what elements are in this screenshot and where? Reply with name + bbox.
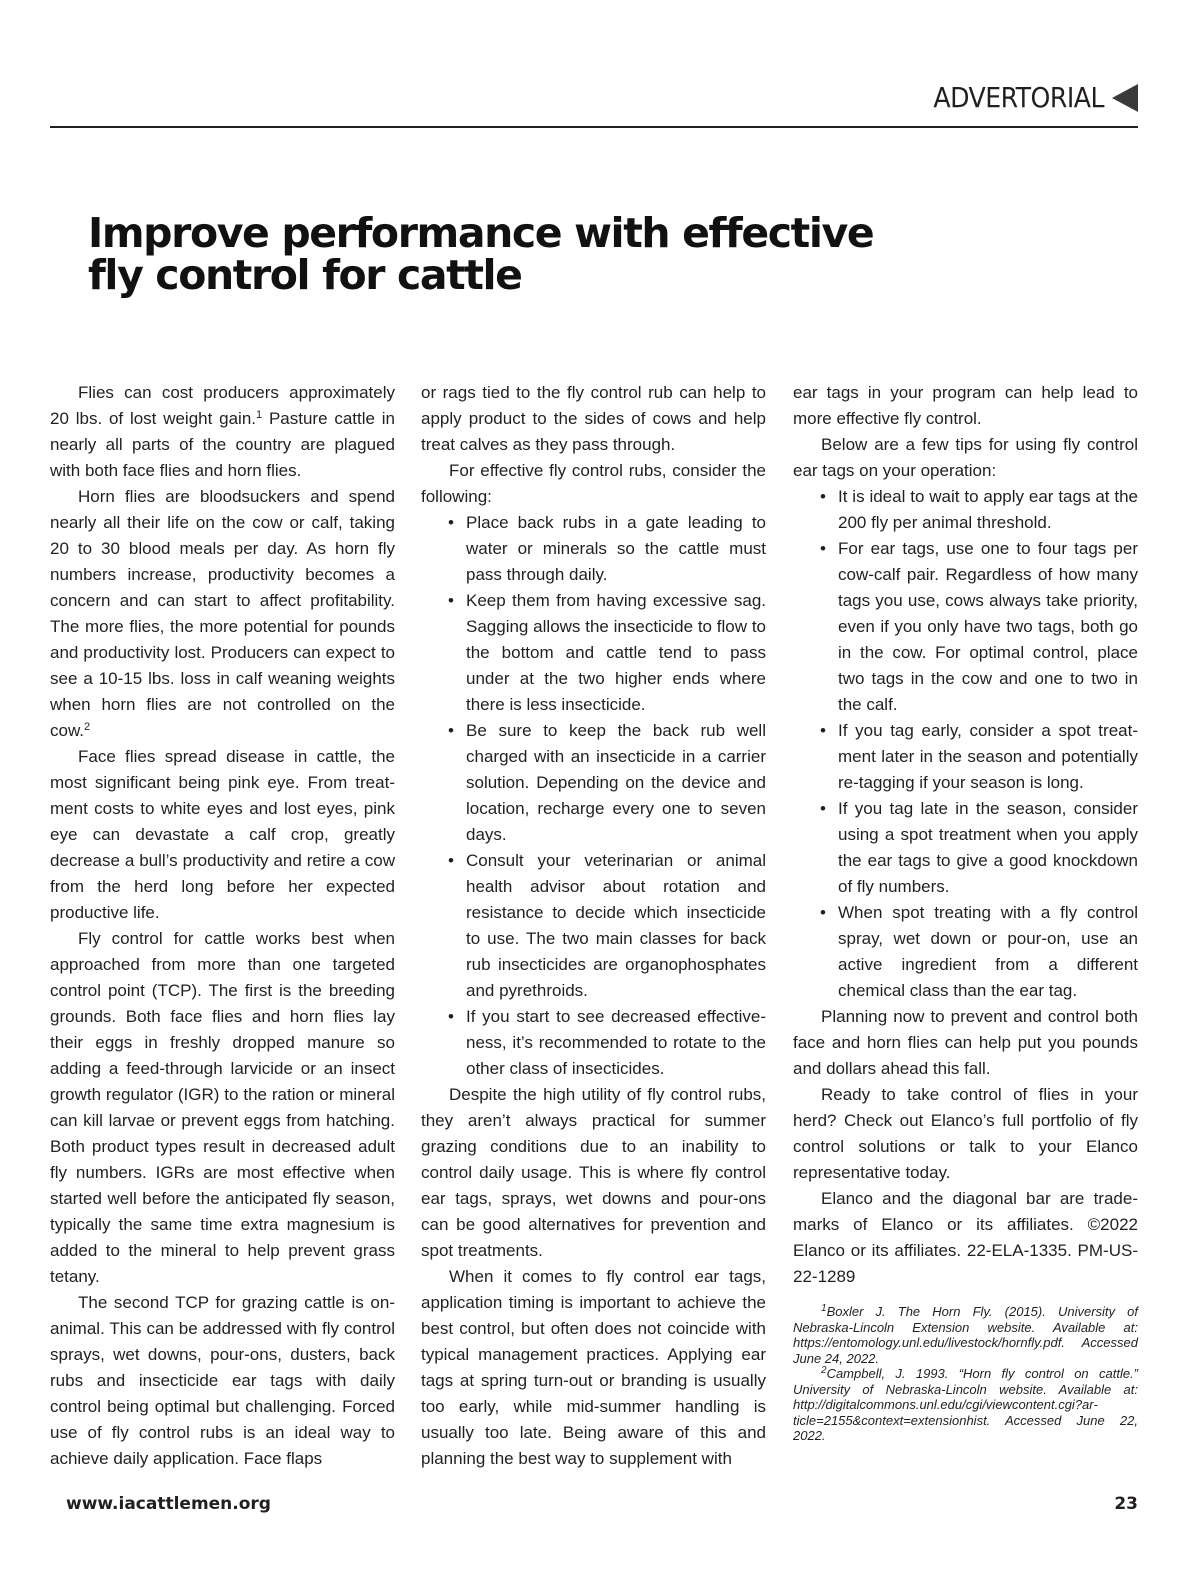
footnote: $^1$Boxler J. The Horn Fly. (2015). University of Nebraska-Lincoln Extension website. Available at: https://entomology.unl.edu/livestock/hornfly.pdf. Accessed June 24, 2022. <box>793 1303 1138 1366</box>
paragraph: Planning now to prevent and control both face and horn flies can help put you pounds and dollars ahead this fall. <box>793 1007 1138 1078</box>
paragraph: For effective fly control rubs, consider the following: <box>421 461 766 506</box>
paragraph: Elanco and the diagonal bar are trademarks of Elanco or its affiliates. ©2022 Elanco or its affiliates. 22-ELA-1335. PM-US-22-1289 <box>793 1189 1138 1286</box>
article-title: Improve performance with effective fly control for cattle <box>88 209 874 299</box>
paragraph: Flies can cost producers approximately 20 lbs. of lost weight gain.$^1$ Pasture cattle in nearly all parts of the country are plagued with both face flies and horn flies. <box>50 383 395 480</box>
list-item: • Be sure to keep the back rub well charged with an insecticide in a carrier solution. Depending on the device and location, recharge every one to seven days. <box>421 718 766 848</box>
triangle-left-icon <box>1112 84 1138 112</box>
paragraph: Below are a few tips for using fly control ear tags on your operation: <box>793 435 1138 480</box>
footnote-ref: 2 <box>84 721 91 733</box>
paragraph: Face flies spread disease in cattle, the most significant being pink eye. From treatment costs to white eyes and lost eyes, pink eye can devastate a calf crop, greatly decrease a bull’s productivity and retire a cow from the herd long before her expected productive life. <box>50 747 395 922</box>
footnotes <box>793 1304 1138 1444</box>
paragraph: Despite the high utility of fly control rubs, they aren’t always practical for summer grazing conditions due to an inability to control daily usage. This is where fly control ear tags, sprays, wet downs and pour-ons can be good alternatives for prevention and spot treatments. <box>421 1085 766 1260</box>
paragraph: Ready to take control of flies in your herd? Check out Elanco’s full portfolio of fly control solutions or talk to your Elanco representative today. <box>793 1085 1138 1182</box>
paragraph: Fly control for cattle works best when approached from more than one targeted control point (TCP). The first is the breeding grounds. Both face flies and horn flies lay their eggs in freshly dropped manure so adding a feed-through larvicide or an insect growth regulator (IGR) to the ration or mineral can kill larvae or prevent eggs from hatching. Both product types result in decreased adult fly numbers. IGRs are most effective when started well before the anticipated fly season, typically the same time extra magnesium is added to the mineral to help prevent grass tetany. <box>50 929 395 1286</box>
footnote: $^2$Campbell, J. 1993. “Horn fly control on cattle.” University of Nebraska-Lincoln website. Available at: http://digitalcommons.unl.edu/cgi/viewcontent.cgi?article=2155&context=extensionhist. Accessed June 22, 2022. <box>793 1365 1138 1443</box>
list-item: • Keep them from having excessive sag. Sagging allows the insecticide to flow to the bottom and cattle tend to pass under at the two higher ends where there is less insecticide. <box>421 588 766 718</box>
paragraph: ear tags in your program can help lead to more effective fly control. <box>793 383 1138 428</box>
paragraph: When it comes to fly control ear tags, application timing is important to achieve the best control, but often does not coincide with typical management practices. Applying ear tags at spring turn-out or branding is usually too early, while mid-summer handling is usually too late. Being aware of this and planning the best way to supplement with <box>421 1267 766 1468</box>
tag-tips-list <box>793 484 1138 1004</box>
footnote-ref: 1 <box>256 409 263 421</box>
list-item: • If you tag late in the season, consider using a spot treatment when you apply the ear tags to give a good knockdown of fly numbers. <box>793 796 1138 900</box>
list-item: • Consult your veterinarian or animal health advisor about rotation and resistance to decide which insecticide to use. The two main classes for back rub insecticides are organophosphates and pyrethroids. <box>421 848 766 1004</box>
rub-tips-list <box>421 510 766 1082</box>
list-item: • When spot treating with a fly control spray, wet down or pour-on, use an active ingredient from a different chemical class than the ear tag. <box>793 900 1138 1004</box>
column-3 <box>793 380 1138 1444</box>
paragraph: Horn flies are bloodsuckers and spend nearly all their life on the cow or calf, taking 20 to 30 blood meals per day. As horn fly numbers increase, productivity becomes a concern and can start to affect profitability. The more flies, the more potential for pounds and productivity lost. Producers can expect to see a 10-15 lbs. loss in calf weaning weights when horn flies are not controlled on the cow.$^2$ <box>50 487 395 740</box>
list-item: • It is ideal to wait to apply ear tags at the 200 fly per animal threshold. <box>793 484 1138 536</box>
paragraph: or rags tied to the fly control rub can help to apply product to the sides of cows and help treat calves as they pass through. <box>421 383 766 454</box>
column-1 <box>50 380 395 1472</box>
list-item: • Place back rubs in a gate leading to water or minerals so the cattle must pass through daily. <box>421 510 766 588</box>
header-rule <box>50 126 1138 128</box>
paragraph: The second TCP for grazing cattle is on-animal. This can be addressed with fly control sprays, wet downs, pour-ons, dusters, back rubs and insecticide ear tags with daily control being optimal but challenging. Forced use of fly control rubs is an ideal way to achieve daily application. Face flaps <box>50 1293 395 1468</box>
website-url: www.iacattlemen.org <box>66 1494 271 1514</box>
list-item: • If you tag early, consider a spot treatment later in the season and potentially re-tagging if your season is long. <box>793 718 1138 796</box>
list-item: • For ear tags, use one to four tags per cow-calf pair. Regardless of how many tags you use, cows always take priority, even if you only have two tags, both go in the cow. For optimal control, place two tags in the cow and one to two in the calf. <box>793 536 1138 718</box>
page-number: 23 <box>1114 1494 1138 1514</box>
column-2 <box>421 380 766 1472</box>
list-item: • If you start to see decreased effectiveness, it’s recommended to rotate to the other class of insecticides. <box>421 1004 766 1082</box>
advertorial-label: ADVERTORIAL <box>933 81 1104 114</box>
